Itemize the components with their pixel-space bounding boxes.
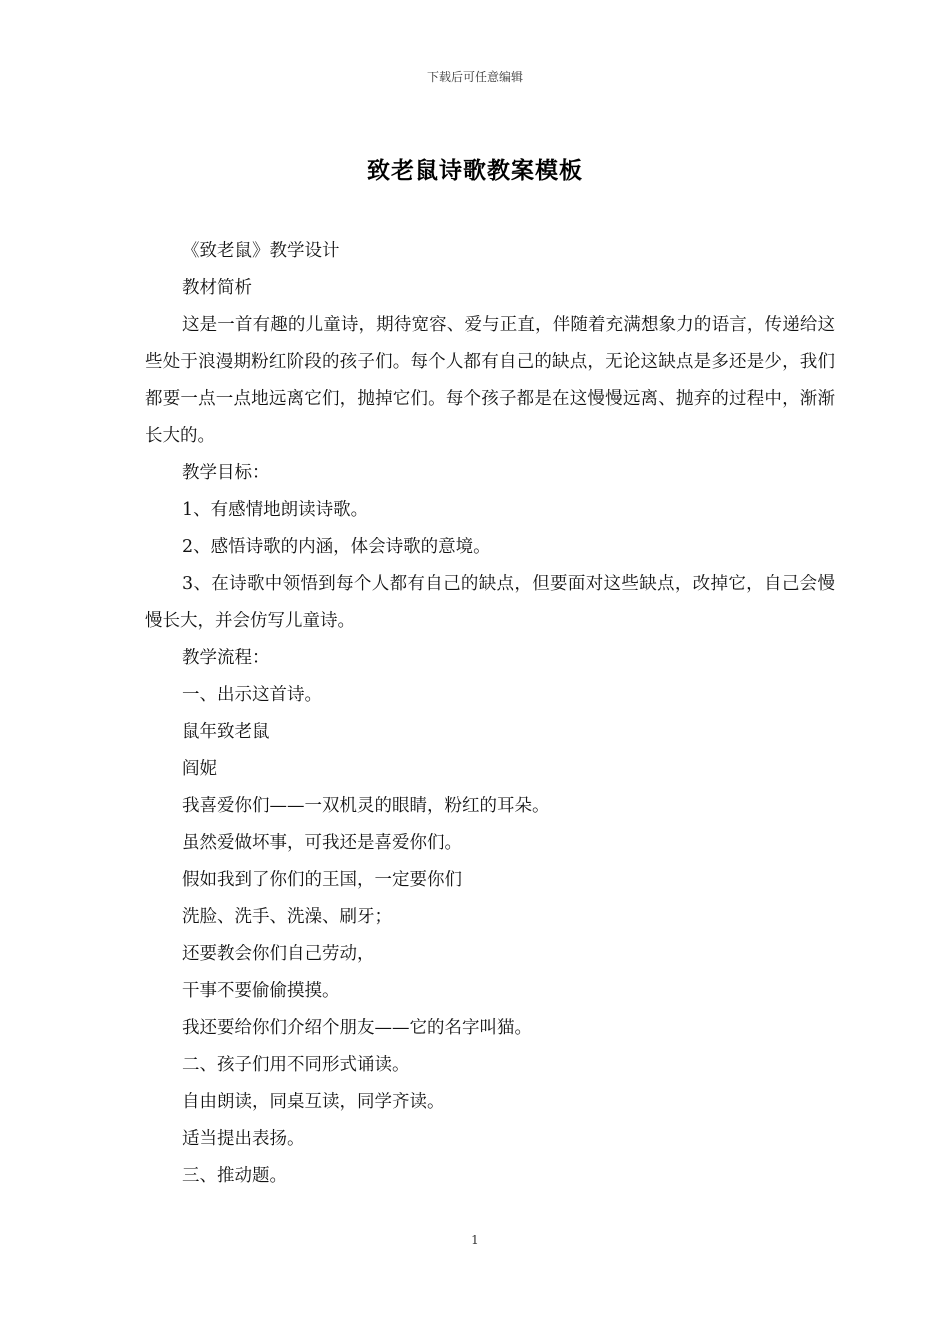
poem-author: 阎妮 — [182, 759, 217, 779]
poem-line: 我还要给你们介绍个朋友——它的名字叫猫。 — [182, 1018, 532, 1038]
process-step: 一、出示这首诗。 — [182, 685, 322, 705]
analysis-paragraph: 这是一首有趣的儿童诗，期待宽容、爱与正直，伴随着充满想象力的语言，传递给这些处于浪漫期粉红阶段的孩子们。每个人都有自己的缺点，无论这缺点是多还是少，我们都要一点一点地远离它们，抛掉它们。每个孩子都是在这慢慢远离、抛弃的过程中，渐渐长大的。 — [145, 315, 835, 446]
poem-line: 干事不要偷偷摸摸。 — [182, 981, 340, 1001]
process-step: 二、孩子们用不同形式诵读。 — [182, 1055, 410, 1075]
section-heading-analysis: 教材简析 — [182, 278, 252, 298]
poem-line: 假如我到了你们的王国，一定要你们 — [182, 870, 462, 890]
poem-line: 还要教会你们自己劳动， — [182, 944, 375, 964]
process-detail: 自由朗读，同桌互读，同学齐读。 — [182, 1092, 445, 1112]
section-heading-goals: 教学目标： — [182, 463, 270, 483]
page-header: 下载后可任意编辑 — [426, 70, 523, 84]
poem-line: 虽然爱做坏事，可我还是喜爱你们。 — [182, 833, 462, 853]
document-body — [145, 233, 835, 1195]
process-detail: 适当提出表扬。 — [182, 1129, 305, 1149]
goal-item: 1、有感情地朗读诗歌。 — [182, 500, 369, 520]
page-number: 1 — [471, 1233, 479, 1247]
poem-line: 我喜爱你们——一双机灵的眼睛，粉红的耳朵。 — [182, 796, 550, 816]
section-heading-design: 《致老鼠》教学设计 — [182, 241, 340, 261]
poem-line: 洗脸、洗手、洗澡、刷牙； — [182, 907, 392, 927]
process-step: 三、推动题。 — [182, 1166, 287, 1186]
poem-title: 鼠年致老鼠 — [182, 722, 270, 742]
section-heading-process: 教学流程： — [182, 648, 270, 668]
goal-item: 2、感悟诗歌的内涵，体会诗歌的意境。 — [182, 537, 491, 557]
goal-item: 3、在诗歌中领悟到每个人都有自己的缺点，但要面对这些缺点，改掉它，自己会慢慢长大，并会仿写儿童诗。 — [145, 574, 835, 631]
document-title: 致老鼠诗歌教案模板 — [367, 157, 583, 184]
